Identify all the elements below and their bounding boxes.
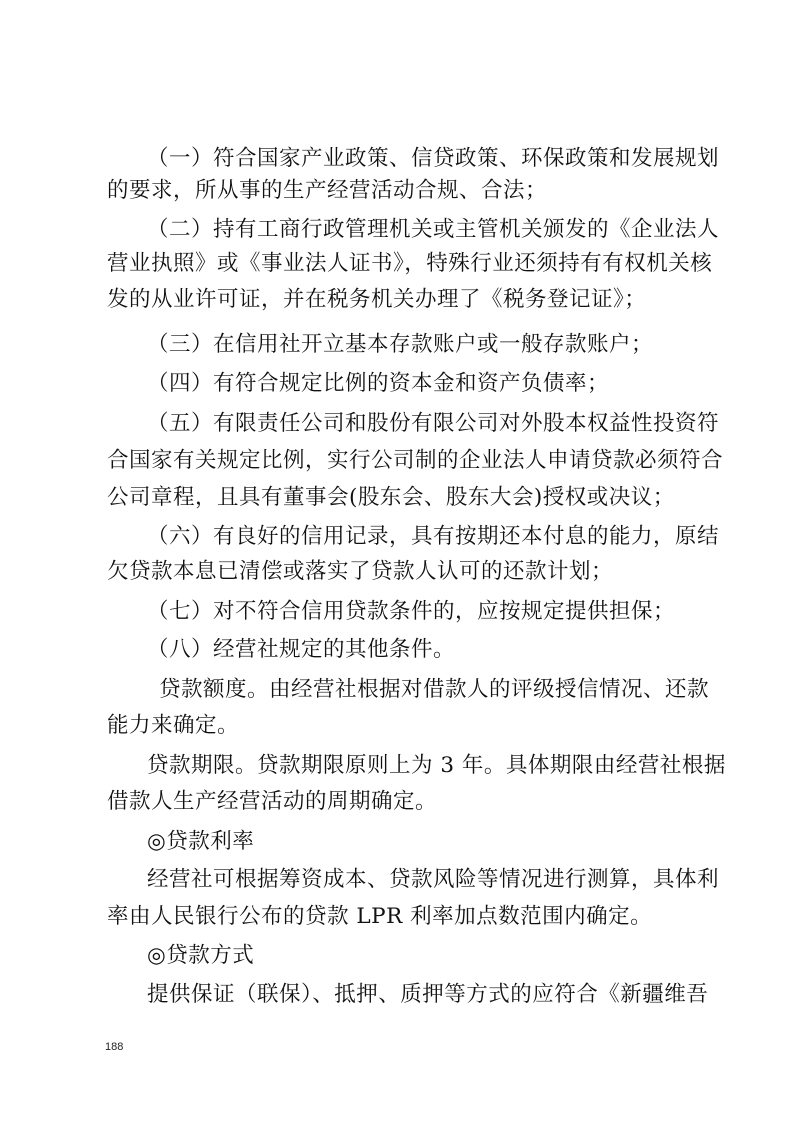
section-heading: ◎贷款方式	[147, 943, 255, 968]
section-heading: ◎贷款利率	[147, 829, 255, 854]
text-line: （三）在信用社开立基本存款账户或一般存款账户；	[147, 332, 654, 357]
text-line: 经营社可根据筹资成本、贷款风险等情况进行测算，具体利	[147, 867, 720, 892]
text-line: （七）对不符合信用贷款条件的，应按规定提供担保；	[147, 599, 676, 624]
text-line: （八）经营社规定的其他条件。	[147, 637, 456, 662]
text-line: （五）有限责任公司和股份有限公司对外股本权益性投资符	[147, 411, 720, 436]
text-line: 营业执照》或《事业法人证书》，特殊行业还须持有有权机关核	[107, 251, 713, 276]
text-line: 贷款额度。由经营社根据对借款人的评级授信情况、还款	[159, 677, 710, 702]
text-line: 合国家有关规定比例，实行公司制的企业法人申请贷款必须符合	[107, 448, 724, 473]
text-line: 公司章程，且具有董事会(股东会、股东大会)授权或决议；	[107, 485, 675, 510]
text-line: （四）有符合规定比例的资本金和资产负债率；	[147, 371, 610, 396]
text-line: 发的从业许可证，并在税务机关办理了《税务登记证》；	[107, 287, 647, 312]
text-line: 提供保证（联保）、抵押、质押等方式的应符合《新疆维吾	[147, 982, 709, 1007]
text-line: （一）符合国家产业政策、信贷政策、环保政策和发展规划	[147, 146, 720, 171]
text-line: （六）有良好的信用记录，具有按期还本付息的能力，原结	[147, 524, 720, 549]
text-line: 贷款期限。贷款期限原则上为 3 年。具体期限由经营社根据	[147, 753, 726, 778]
text-line: （二）持有工商行政管理机关或主管机关颁发的《企业法人	[147, 217, 720, 242]
text-line: 能力来确定。	[107, 713, 240, 738]
page-number: 188	[105, 1041, 124, 1053]
text-line: 率由人民银行公布的贷款 LPR 利率加点数范围内确定。	[107, 904, 653, 929]
text-line: 欠贷款本息已清偿或落实了贷款人认可的还款计划；	[107, 559, 614, 584]
text-line: 的要求，所从事的生产经营活动合规、合法；	[107, 178, 548, 203]
text-line: 借款人生产经营活动的周期确定。	[107, 789, 438, 814]
